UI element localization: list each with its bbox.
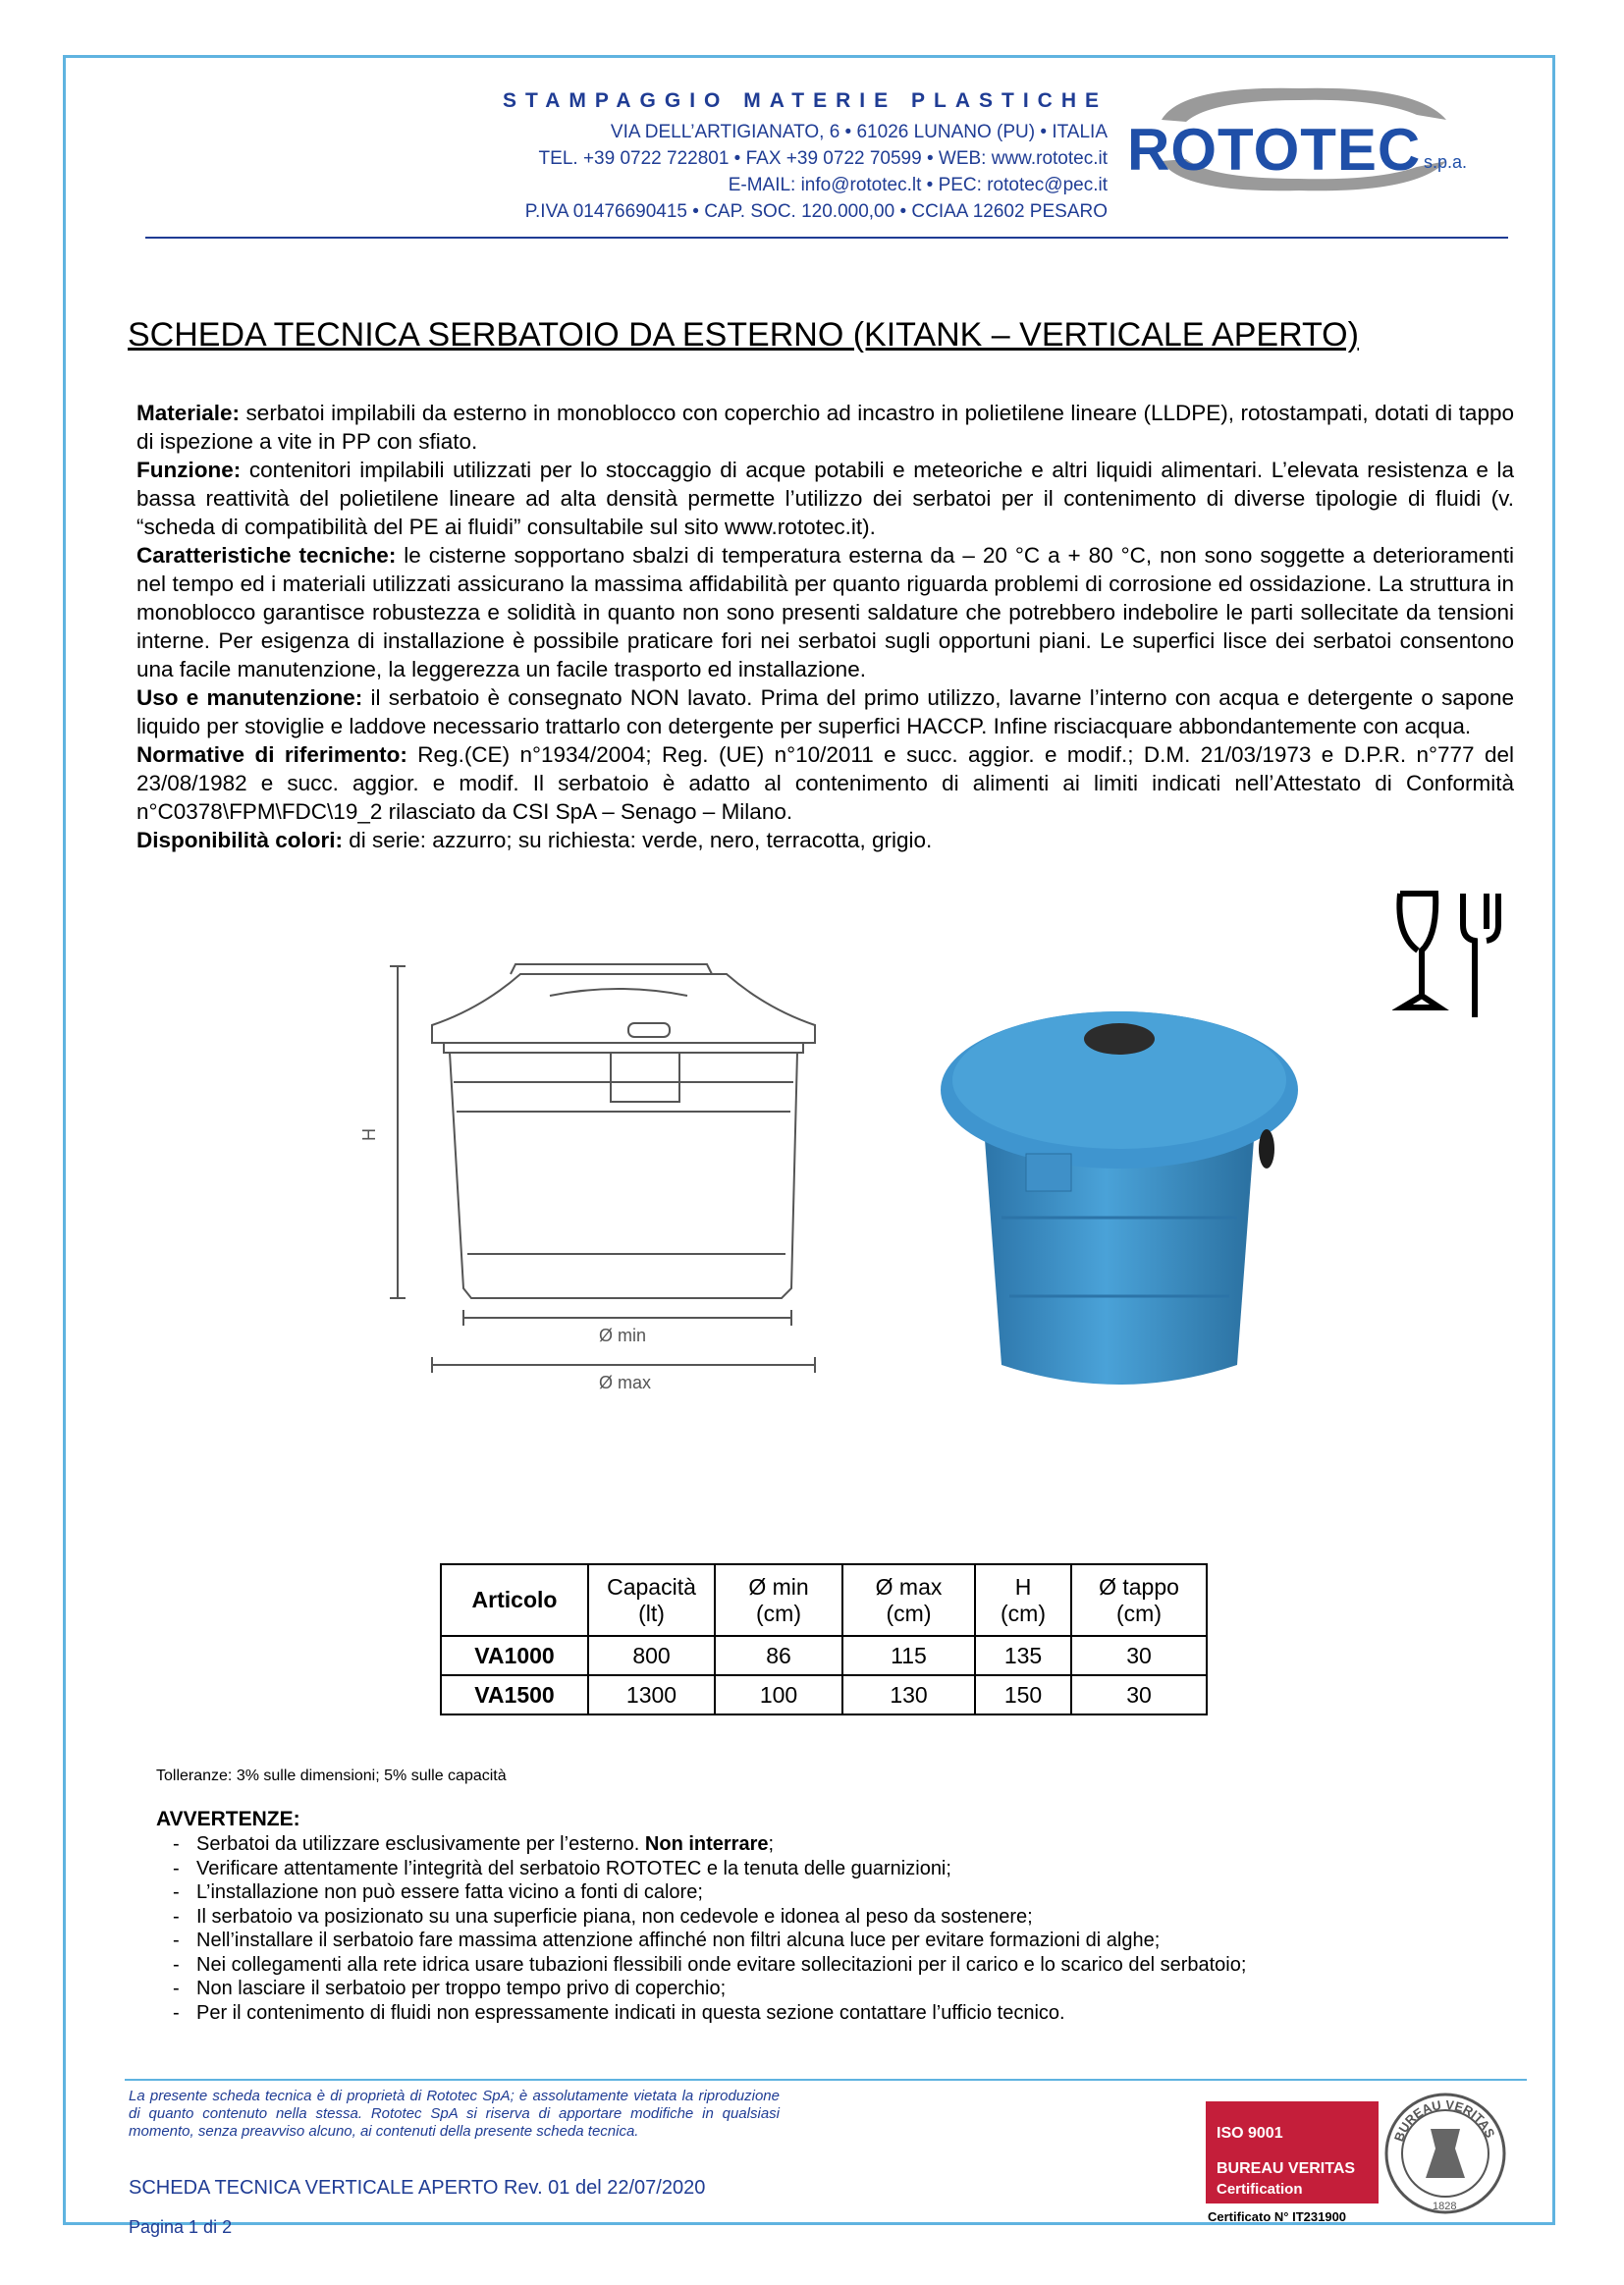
company-fiscal: P.IVA 01476690415 • CAP. SOC. 120.000,00 • CCIAA 12602 PESARO xyxy=(524,201,1108,222)
list-item: - Non lasciare il serbatoio per troppo tempo privo di coperchio; xyxy=(173,1977,1246,2001)
section-text: contenitori impilabili utilizzati per lo stoccaggio di acque potabili e meteoriche e altri liquidi alimentari. L’elevata resistenza e la bassa reattività del polietilene lineare ad alta densità permette l’utilizzo dei serbatoi per il contenimento di diverse tipologie di fluidi (v. “scheda di compatibilità del PE ai fluidi” consultabile sul sito www.rototec.it). xyxy=(136,458,1514,539)
section-text: il serbatoio è consegnato NON lavato. Prima del primo utilizzo, lavarne l’interno con acqua e detergente o sapone liquido per stoviglie e laddove necessario trattarlo con detergente per superfici HACCP. Infine risciacquare abbondantemente con acqua. xyxy=(136,685,1514,738)
section-uso xyxy=(136,683,1514,740)
technical-description xyxy=(136,399,1514,854)
company-phones: TEL. +39 0722 722801 • FAX +39 0722 70599 • WEB: www.rototec.it xyxy=(538,148,1108,169)
logo-wordmark: ROTOTEC xyxy=(1127,117,1422,183)
section-label: Normative di riferimento: xyxy=(136,742,407,767)
bv-certification-label: Certification xyxy=(1217,2181,1303,2198)
table-cell: 30 xyxy=(1071,1636,1207,1675)
table-cell-article: VA1000 xyxy=(441,1636,588,1675)
table-row xyxy=(441,1675,1207,1714)
section-materiale xyxy=(136,399,1514,456)
table-cell: 130 xyxy=(842,1675,975,1714)
table-header: Capacità (lt) xyxy=(588,1564,715,1636)
height-label: H xyxy=(359,1128,379,1141)
table-row xyxy=(441,1636,1207,1675)
iso-label: ISO 9001 xyxy=(1217,2125,1283,2142)
warnings-list xyxy=(173,1832,1246,2025)
table-cell-article: VA1500 xyxy=(441,1675,588,1714)
table-cell: 86 xyxy=(715,1636,842,1675)
list-item: - Per il contenimento di fluidi non espressamente indicati in questa sezione contattare l’ufficio tecnico. xyxy=(173,2001,1246,2026)
section-text: Reg.(CE) n°1934/2004; Reg. (UE) n°10/2011 e succ. aggior. e modif.; D.M. 21/03/1973 e D.P.R. n°777 del 23/08/1982 e succ. aggior. e modif. Il serbatoio è adatto al contenimento di alimenti ai limiti indicati nell’Attestato di Conformità n°C0378\FPM\FDC\19_2 rilasciato da CSI SpA – Senago – Milano. xyxy=(136,742,1514,824)
header-divider xyxy=(145,237,1508,239)
table-header-row xyxy=(441,1564,1207,1636)
seal-year: 1828 xyxy=(1433,2201,1457,2212)
section-caratteristiche xyxy=(136,541,1514,683)
list-item: - Verificare attentamente l’integrità del serbatoio ROTOTEC e la tenuta delle guarnizioni; xyxy=(173,1857,1246,1881)
table-cell: 30 xyxy=(1071,1675,1207,1714)
table-cell: 150 xyxy=(975,1675,1071,1714)
table-cell: 115 xyxy=(842,1636,975,1675)
section-label: Uso e manutenzione: xyxy=(136,685,363,710)
footer-revision: SCHEDA TECNICA VERTICALE APERTO Rev. 01 del 22/07/2020 xyxy=(129,2177,706,2199)
footer-page-number: Pagina 1 di 2 xyxy=(129,2217,233,2237)
food-safe-icon xyxy=(1392,890,1510,1027)
section-label: Materiale: xyxy=(136,401,241,425)
bv-label: BUREAU VERITAS xyxy=(1217,2160,1356,2177)
table-cell: 135 xyxy=(975,1636,1071,1675)
warnings-title: AVVERTENZE: xyxy=(156,1808,300,1830)
table-header: Ø min (cm) xyxy=(715,1564,842,1636)
table-header: Articolo xyxy=(441,1564,588,1636)
table-header: H (cm) xyxy=(975,1564,1071,1636)
list-item: - Il serbatoio va posizionato su una superficie piana, non cedevole e idonea al peso da sostenere; xyxy=(173,1905,1246,1930)
blue-tank-image xyxy=(933,992,1316,1404)
section-text: serbatoi impilabili da esterno in monoblocco con coperchio ad incastro in polietilene lineare (LLDPE), rotostampati, dotati di tappo di ispezione a vite in PP con sfiato. xyxy=(136,401,1514,454)
iso-certification-badge xyxy=(1206,2101,1379,2203)
list-item: - Nell’installare il serbatoio fare massima attenzione affinché non filtri alcuna luce per evitare formazioni di alghe; xyxy=(173,1929,1246,1953)
section-label: Caratteristiche tecniche: xyxy=(136,543,397,568)
table-header: Ø max (cm) xyxy=(842,1564,975,1636)
company-emails: E-MAIL: info@rototec.lt • PEC: rototec@pec.it xyxy=(728,175,1108,195)
min-diameter-label: Ø min xyxy=(599,1326,647,1345)
company-tagline: STAMPAGGIO MATERIE PLASTICHE xyxy=(502,89,1108,112)
table-header: Ø tappo (cm) xyxy=(1071,1564,1207,1636)
table-cell: 100 xyxy=(715,1675,842,1714)
bureau-veritas-seal-icon xyxy=(1381,2090,1509,2217)
section-label: Funzione: xyxy=(136,458,242,482)
section-text: di serie: azzurro; su richiesta: verde, nero, terracotta, grigio. xyxy=(343,828,933,852)
company-address: VIA DELL’ARTIGIANATO, 6 • 61026 LUNANO (PU) • ITALIA xyxy=(610,122,1108,142)
list-item: - Serbatoi da utilizzare esclusivamente per l’esterno. Non interrare; xyxy=(173,1832,1246,1857)
section-funzione xyxy=(136,456,1514,541)
section-colori xyxy=(136,826,1514,854)
footer-disclaimer: La presente scheda tecnica è di proprietà di Rototec SpA; è assolutamente vietata la riproduzione di quanto contenuto nella stessa. Rototec SpA si riserva di apportare modifiche in qualsiasi momento, senza preavviso alcuno, ai contenuti della presente scheda tecnica. xyxy=(129,2088,780,2140)
section-normative xyxy=(136,740,1514,826)
page-title: SCHEDA TECNICA SERBATOIO DA ESTERNO (KITANK – VERTICALE APERTO) xyxy=(128,316,1359,354)
tank-technical-drawing xyxy=(353,954,864,1544)
section-label: Disponibilità colori: xyxy=(136,828,344,852)
seal-text: BUREAU VERITAS xyxy=(1390,2096,1498,2144)
footer-divider xyxy=(125,2079,1527,2081)
tolerances-note: Tolleranze: 3% sulle dimensioni; 5% sulle capacità xyxy=(156,1768,507,1784)
table-cell: 800 xyxy=(588,1636,715,1675)
section-text: le cisterne sopportano sbalzi di temperatura esterna da – 20 °C a + 80 °C, non sono soggette a deterioramenti nel tempo ed i materiali utilizzati assicurano la massima affidabilità per quanto riguarda problemi di corrosione ed ossidazione. La struttura in monoblocco garantisce robustezza e solidità in quanto non sono presenti saldature che potrebbero indebolire le parti sollecitate da tensioni interne. Per esigenza di installazione è possibile praticare fori nei serbatoi sugli opportuni piani. Le superfici lisce dei serbatoi consentono una facile manutenzione, la leggerezza un facile trasporto ed installazione. xyxy=(136,543,1514,681)
list-item: - Nei collegamenti alla rete idrica usare tubazioni flessibili onde evitare sollecitazioni per il carico e lo scarico del serbatoio; xyxy=(173,1953,1246,1978)
max-diameter-label: Ø max xyxy=(599,1373,652,1392)
certificate-number: Certificato N° IT231900 xyxy=(1208,2209,1347,2224)
table-cell: 1300 xyxy=(588,1675,715,1714)
list-item: - L’installazione non può essere fatta vicino a fonti di calore; xyxy=(173,1880,1246,1905)
specs-table xyxy=(440,1563,1208,1715)
logo-suffix: s.p.a. xyxy=(1424,152,1468,172)
